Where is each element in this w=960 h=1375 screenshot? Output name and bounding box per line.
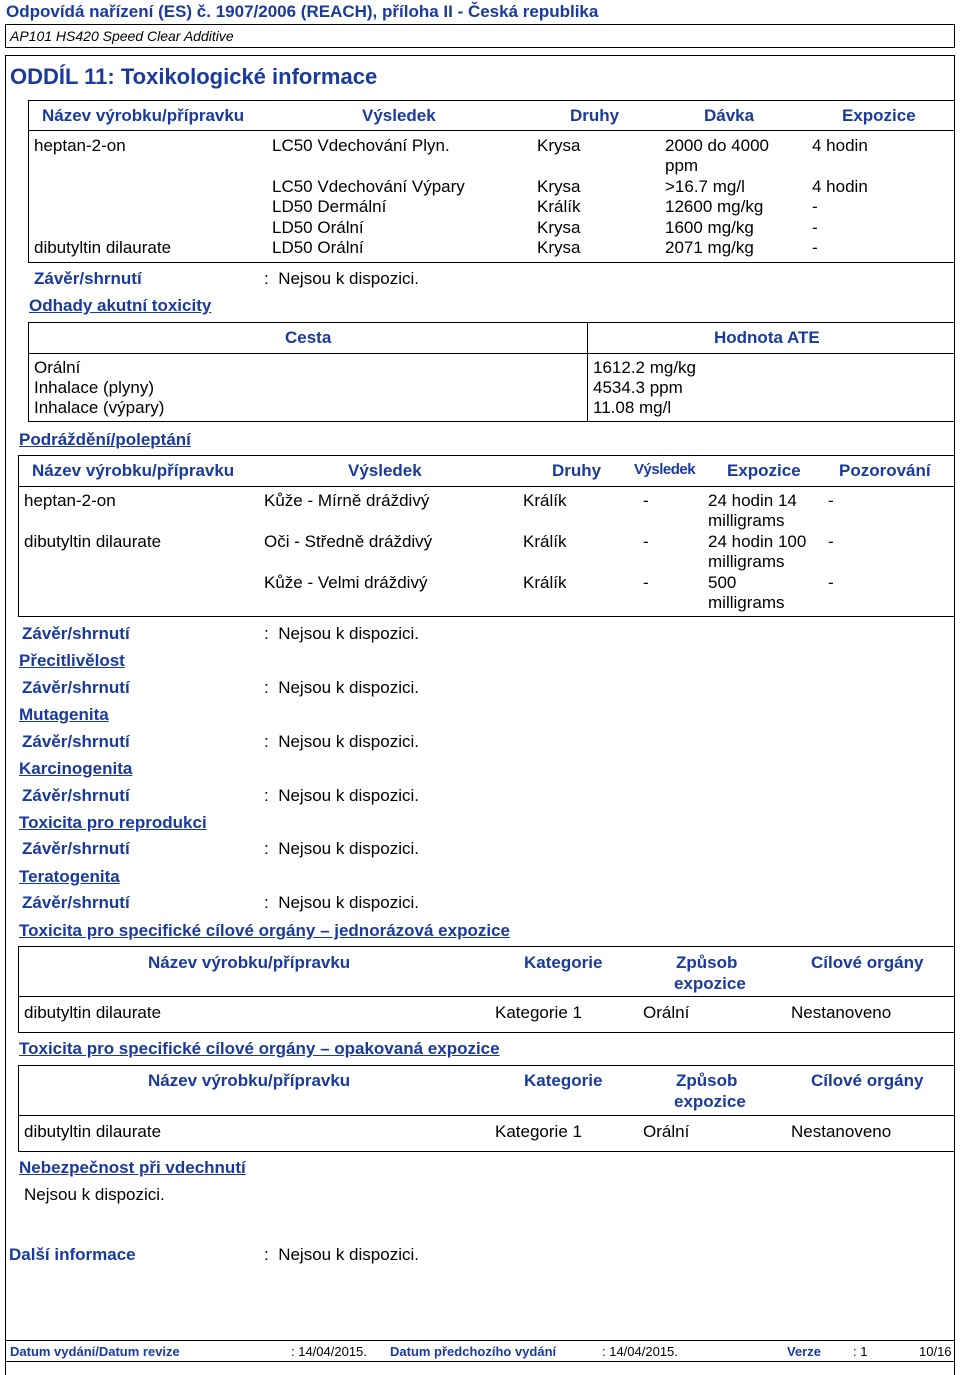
stot-repeated-route: Orální [643,1122,690,1141]
irr-row3-observation: - [828,573,834,592]
not-available: Nejsou k dispozici. [278,624,419,643]
stot-repeated-col-name: Název výrobku/přípravku [148,1071,351,1090]
irr-col-name: Název výrobku/přípravku [32,461,235,480]
footer-prev-label: Datum předchozího vydání [390,1344,557,1359]
acute-conclusion-value [264,269,419,289]
sensitization-conclusion-label: Závěr/shrnutí [22,678,130,697]
acute-row1-result: LC50 Vdechování Plyn. [272,136,450,155]
footer-issue-label: Datum vydání/Datum revize [10,1344,180,1359]
further-info-value [264,1245,419,1265]
acute-row1-exposure: 4 hodin [812,136,868,155]
irritation-heading: Podráždění/poleptání [19,430,191,449]
colon: : [264,786,269,805]
section-title: ODDÍL 11: Toxikologické informace [10,64,378,89]
mutagenicity-heading: Mutagenita [19,705,109,724]
acute-row3-result: LD50 Dermální [272,197,387,216]
irr-row3-species: Králík [523,573,567,592]
irr-row2-observation: - [828,532,834,551]
irr-col-observation: Pozorování [839,461,931,480]
carcinogenicity-conclusion-label: Závěr/shrnutí [22,786,130,805]
irritation-conclusion-label: Závěr/shrnutí [22,624,130,643]
ate-route-1: Orální [34,358,81,377]
stot-repeated-col-route: Způsob [676,1071,738,1090]
sensitization-heading: Přecitlivělost [19,651,125,670]
acute-row1-name: heptan-2-on [34,136,126,155]
irr-row2-result: Oči - Středně dráždivý [264,532,433,551]
irr-row2-score: - [643,532,649,551]
irr-row1-species: Králík [523,491,567,510]
ate-divider [587,322,588,422]
stot-single-col-route-2: expozice [674,974,746,993]
carcinogenicity-conclusion-value [264,786,419,806]
stot-single-col-organs: Cílové orgány [811,953,924,972]
colon: : [264,1245,269,1264]
irritation-conclusion-value [264,624,419,644]
not-available: Nejsou k dispozici. [278,893,419,912]
teratogenicity-conclusion-value [264,893,419,913]
irr-row1-score: - [643,491,649,510]
irr-row1-result: Kůže - Mírně dráždivý [264,491,430,510]
colon: : [264,269,269,288]
aspiration-heading: Nebezpečnost při vdechnutí [19,1158,246,1177]
page-footer [5,1340,955,1362]
mutagenicity-conclusion-label: Závěr/shrnutí [22,732,130,751]
acute-row5-species: Krysa [537,238,581,257]
irr-row1-observation: - [828,491,834,510]
stot-repeated-col-category: Kategorie [524,1071,603,1090]
teratogenicity-conclusion-label: Závěr/shrnutí [22,893,130,912]
acute-row4-dose: 1600 mg/kg [665,218,754,237]
acute-row3-species: Králík [537,197,581,216]
irr-row2-exposure-unit: milligrams [708,552,785,571]
irr-col-exposure: Expozice [727,461,801,480]
acute-col-result: Výsledek [362,106,436,125]
stot-single-route: Orální [643,1003,690,1022]
acute-col-exposure: Expozice [842,106,916,125]
sensitization-conclusion-value [264,678,419,698]
footer-version-label: Verze [787,1344,821,1359]
reproductive-conclusion-value [264,839,419,859]
irr-row3-score: - [643,573,649,592]
irr-row1-exposure: 24 hodin 14 [708,491,797,510]
acute-row4-species: Krysa [537,218,581,237]
not-available: Nejsou k dispozici. [278,732,419,751]
aspiration-text: Nejsou k dispozici. [24,1185,165,1204]
acute-col-dose: Dávka [704,106,755,125]
irr-row3-exposure-unit: milligrams [708,593,785,612]
not-available: Nejsou k dispozici. [278,839,419,858]
stot-repeated-heading: Toxicita pro specifické cílové orgány – opakovaná expozice [19,1039,500,1058]
product-name: AP101 HS420 Speed Clear Additive [10,28,234,44]
footer-issue-value: : 14/04/2015. [291,1344,367,1359]
reproductive-toxicity-heading: Toxicita pro reprodukci [19,813,207,832]
not-available: Nejsou k dispozici. [278,678,419,697]
colon: : [264,839,269,858]
stot-single-name: dibutyltin dilaurate [24,1003,162,1022]
ate-col-value: Hodnota ATE [714,328,820,347]
acute-row2-dose: >16.7 mg/l [665,177,745,196]
stot-repeated-col-organs: Cílové orgány [811,1071,924,1090]
acute-row3-exposure: - [812,197,818,216]
stot-repeated-category: Kategorie 1 [495,1122,582,1141]
footer-page-number: 10/16 [919,1344,952,1359]
stot-single-col-name: Název výrobku/přípravku [148,953,351,972]
acute-row1-species: Krysa [537,136,581,155]
colon: : [264,893,269,912]
acute-col-species: Druhy [570,106,620,125]
not-available: Nejsou k dispozici. [278,786,419,805]
carcinogenicity-heading: Karcinogenita [19,759,133,778]
acute-row1-dose: 2000 do 4000 [665,136,769,155]
acute-row1-dose-unit: ppm [665,156,699,175]
further-info-label: Další informace [9,1245,136,1264]
colon: : [264,732,269,751]
not-available: Nejsou k dispozici. [278,1245,419,1264]
acute-row5-result: LD50 Orální [272,238,364,257]
teratogenicity-heading: Teratogenita [19,867,120,886]
ate-heading: Odhady akutní toxicity [29,296,212,315]
acute-row2-species: Krysa [537,177,581,196]
not-available: Nejsou k dispozici. [278,269,419,288]
acute-col-name: Název výrobku/přípravku [42,106,245,125]
ate-value-1: 1612.2 mg/kg [593,358,697,377]
stot-repeated-name: dibutyltin dilaurate [24,1122,162,1141]
irr-row2-exposure: 24 hodin 100 [708,532,807,551]
irr-row1-name: heptan-2-on [24,491,116,510]
irr-row2-name: dibutyltin dilaurate [24,532,162,551]
acute-row2-result: LC50 Vdechování Výpary [272,177,465,196]
colon: : [264,624,269,643]
irr-row3-result: Kůže - Velmi dráždivý [264,573,428,592]
mutagenicity-conclusion-value [264,732,419,752]
stot-single-organs: Nestanoveno [791,1003,892,1022]
product-name-box [5,24,955,48]
irr-col-species: Druhy [552,461,602,480]
acute-row5-exposure: - [812,238,818,257]
stot-repeated-col-route-2: expozice [674,1092,746,1111]
stot-single-col-category: Kategorie [524,953,603,972]
irr-col-score: Výsledek [634,461,696,478]
acute-row2-exposure: 4 hodin [812,177,868,196]
acute-row5-name: dibutyltin dilaurate [34,238,172,257]
footer-version-value: : 1 [853,1344,868,1359]
acute-conclusion-label: Závěr/shrnutí [34,269,142,288]
irr-row1-exposure-unit: milligrams [708,511,785,530]
ate-value-2: 4534.3 ppm [593,378,683,397]
stot-single-heading: Toxicita pro specifické cílové orgány – jednorázová expozice [19,921,510,940]
irr-row3-exposure: 500 [708,573,737,592]
acute-row5-dose: 2071 mg/kg [665,238,754,257]
reproductive-conclusion-label: Závěr/shrnutí [22,839,130,858]
stot-single-category: Kategorie 1 [495,1003,582,1022]
ate-value-3: 11.08 mg/l [593,398,672,417]
ate-route-3: Inhalace (výpary) [34,398,165,417]
ate-col-route: Cesta [285,328,332,347]
acute-row4-result: LD50 Orální [272,218,364,237]
stot-repeated-organs: Nestanoveno [791,1122,892,1141]
irr-col-result: Výsledek [348,461,422,480]
regulation-header: Odpovídá nařízení (ES) č. 1907/2006 (REACH), příloha II - Česká republika [6,2,599,21]
footer-prev-value: : 14/04/2015. [602,1344,678,1359]
acute-row4-exposure: - [812,218,818,237]
ate-route-2: Inhalace (plyny) [34,378,155,397]
colon: : [264,678,269,697]
irr-row2-species: Králík [523,532,567,551]
stot-single-col-route: Způsob [676,953,738,972]
acute-row3-dose: 12600 mg/kg [665,197,764,216]
